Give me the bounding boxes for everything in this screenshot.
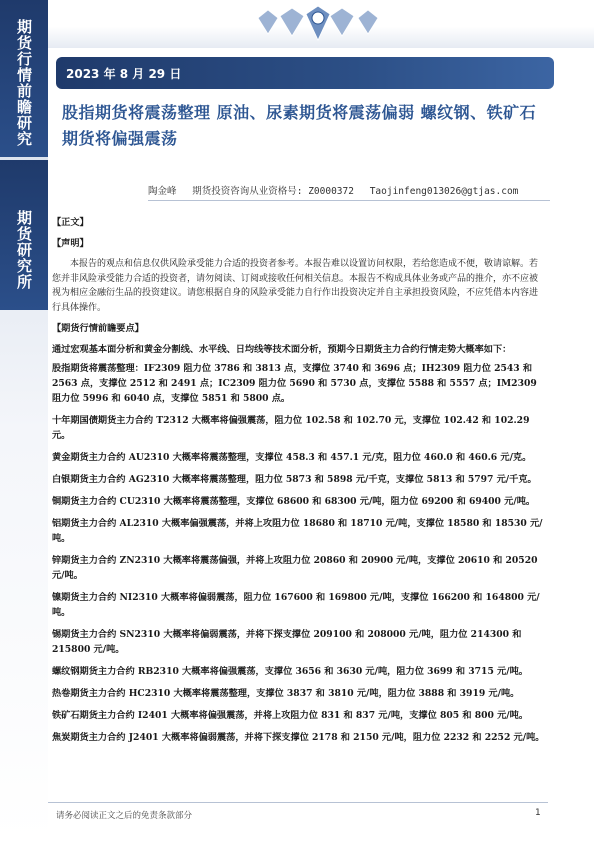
- outlook-line: 股指期货将震荡整理：IF2309 阻力位 3786 和 3813 点，支撑位 3740 和 3696 点；IH2309 阻力位 2543 和 2563 点，支撑位 2512 和 2491 点；IC2309 阻力位 5690 和 5730 点，支撑位 5588 和 5557 点；IM2309 阻力位 5996 和 6040 点，支撑位 5851 和 5800 点。: [52, 363, 537, 404]
- outlook-line: 焦炭期货主力合约 J2401 大概率将偏弱震荡，并将下探支撑位 2178 和 2150 元/吨，阻力位 2232 和 2252 元/吨。: [52, 732, 545, 743]
- section-tag-main: 【正文】: [52, 217, 89, 228]
- outlook-line: 铜期货主力合约 CU2310 大概率将震荡整理，支撑位 68600 和 68300 元/吨，阻力位 69200 和 69400 元/吨。: [52, 496, 536, 507]
- author-license: 期货投资咨询从业资格号: Z0000372: [192, 186, 354, 197]
- outlook-line: 黄金期货主力合约 AU2310 大概率将震荡整理，支撑位 458.3 和 457.1 元/克，阻力位 460.0 和 460.6 元/克。: [52, 452, 532, 463]
- section-tag-statement: 【声明】: [52, 238, 89, 249]
- outlook-line: 镍期货主力合约 NI2310 大概率将偏弱震荡，阻力位 167600 和 169800 元/吨，支撑位 166200 和 164800 元/吨。: [52, 592, 540, 618]
- report-body: [52, 215, 546, 752]
- footer-divider: [48, 802, 548, 803]
- author-email: Taojinfeng013026@gtjas.com: [369, 186, 519, 197]
- outlook-line: 白银期货主力合约 AG2310 大概率将震荡整理，阻力位 5873 和 5898 元/千克，支撑位 5813 和 5797 元/千克。: [52, 474, 537, 485]
- report-title: 股指期货将震荡整理 原油、尿素期货将震荡偏弱 螺纹钢、铁矿石期货将偏强震荡: [62, 103, 537, 148]
- statement-paragraph: 本报告的观点和信息仅供风险承受能力合适的投资者参考。本报告难以设置访问权限，若给您造成不便，敬请谅解。若您并非风险承受能力合适的投资者，请勿阅读、订阅或接收任何相关信息。本报告不构成具体业务或产品的推介，亦不应被视为相应金融衍生品的投资建议。请您根据自身的风险承受能力自行作出投资决定并自主承担投资风险，不应凭借本内容进行具体操作。: [52, 259, 539, 313]
- outlook-intro: 通过宏观基本面分析和黄金分割线、水平线、日均线等技术面分析，预期今日期货主力合约行情走势大概率如下：: [52, 344, 512, 355]
- page-number: 1: [535, 808, 541, 818]
- sidebar-label-bottom: 期货研究所: [15, 210, 33, 290]
- date-bar: [56, 57, 554, 89]
- diamond-icon: [248, 4, 388, 46]
- outlook-line: 铁矿石期货主力合约 I2401 大概率将偏强震荡，并将上攻阻力位 831 和 837 元/吨，支撑位 805 和 800 元/吨。: [52, 710, 529, 721]
- outlook-line: 锌期货主力合约 ZN2310 大概率将震荡偏强，并将上攻阻力位 20860 和 20900 元/吨，支撑位 20610 和 20520 元/吨。: [52, 555, 538, 581]
- sidebar-label-top: 期货行情前瞻研究: [15, 19, 33, 147]
- divider: [148, 200, 550, 201]
- author-line: [148, 183, 568, 197]
- outlook-line: 螺纹钢期货主力合约 RB2310 大概率将偏强震荡，支撑位 3656 和 3630 元/吨，阻力位 3699 和 3715 元/吨。: [52, 666, 528, 677]
- disclaimer-note: 请务必阅读正文之后的免责条款部分: [56, 811, 193, 821]
- outlook-line: 热卷期货主力合约 HC2310 大概率将震荡整理，支撑位 3837 和 3810 元/吨，阻力位 3888 和 3919 元/吨。: [52, 688, 520, 699]
- outlook-line: 锡期货主力合约 SN2310 大概率将偏弱震荡，并将下探支撑位 209100 和 208000 元/吨，阻力位 214300 和 215800 元/吨。: [52, 629, 522, 655]
- outlook-line: 十年期国债期货主力合约 T2312 大概率将偏强震荡，阻力位 102.58 和 102.70 元，支撑位 102.42 和 102.29 元。: [52, 415, 530, 441]
- outlook-line: 铝期货主力合约 AL2310 大概率偏强震荡，并将上攻阻力位 18680 和 18710 元/吨，支撑位 18580 和 18530 元/吨。: [52, 518, 543, 544]
- report-date: 2023 年 8 月 29 日: [66, 67, 182, 81]
- header-band: [48, 0, 594, 48]
- author-name: 陶金峰: [148, 186, 177, 197]
- section-tag-outlook: 【期货行情前瞻要点】: [52, 323, 144, 334]
